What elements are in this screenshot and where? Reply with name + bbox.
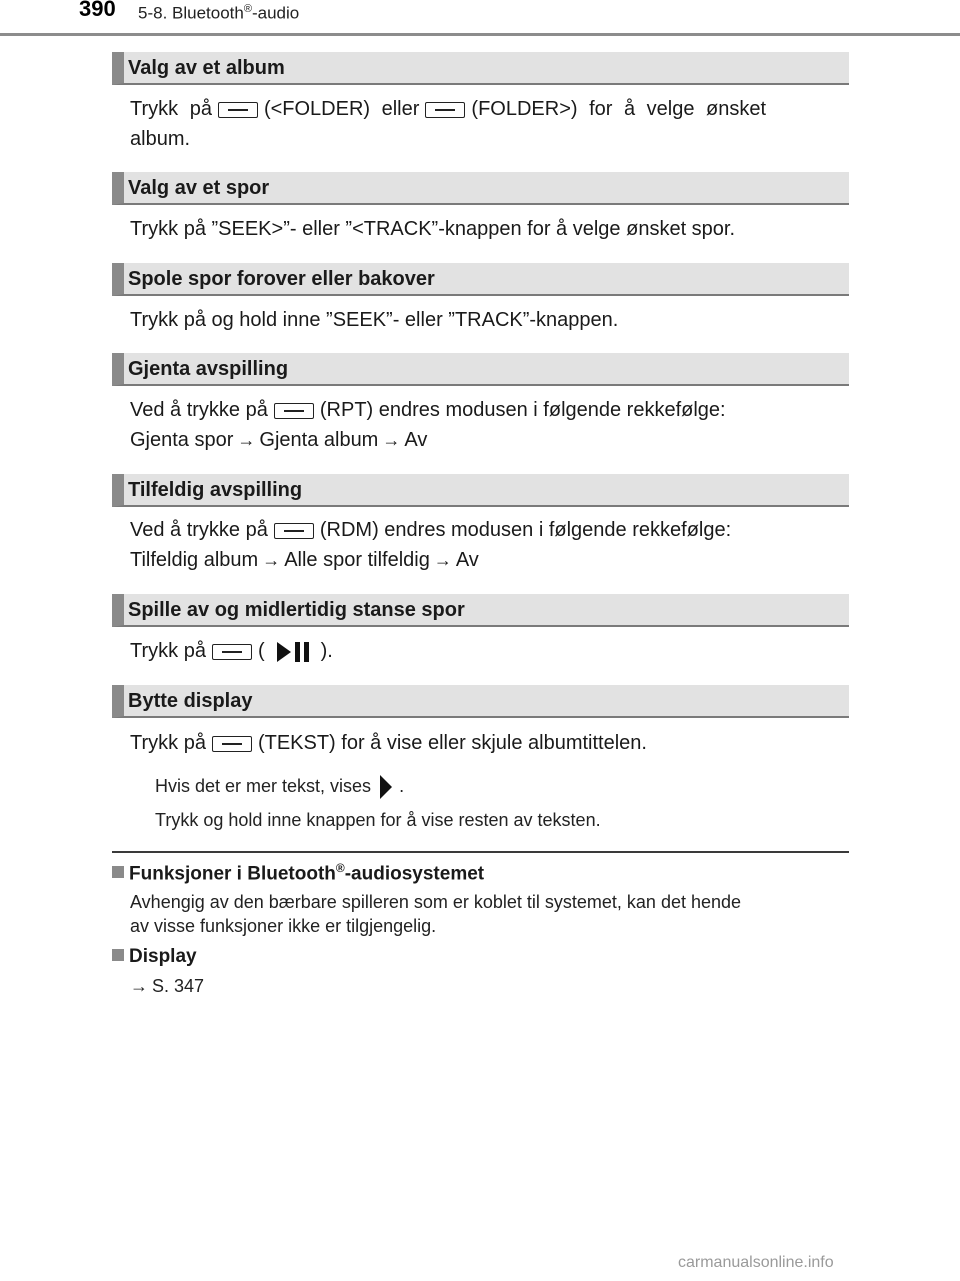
content-divider — [112, 851, 849, 853]
display-note-more: Hvis det er mer tekst, vises . — [155, 774, 404, 800]
section-text-play-pause: Trykk på ( ). — [130, 640, 333, 662]
section-heading-seek: Spole spor forover eller bakover — [112, 263, 849, 296]
page-header — [0, 0, 960, 37]
section-heading-repeat: Gjenta avspilling — [112, 353, 849, 386]
folder-down-button-icon — [218, 102, 258, 118]
arrow-right-icon: → — [262, 550, 281, 570]
page-number: 390 — [79, 0, 116, 21]
display-note-hold: Trykk og hold inne knappen for å vise resten av teksten. — [155, 810, 601, 830]
arrow-right-icon: → — [130, 976, 148, 996]
arrow-right-icon: → — [237, 430, 256, 450]
watermark: carmanualsonline.info — [678, 1254, 834, 1271]
section-text-repeat: Ved å trykke på (RPT) endres modusen i følgende rekkefølge: Gjenta spor → Gjenta album → Av — [130, 395, 850, 455]
arrow-right-icon: → — [382, 430, 401, 450]
info-heading-display: Display — [112, 946, 197, 968]
info-heading-functions: Funksjoner i Bluetooth®-audiosystemet — [112, 861, 484, 885]
folder-up-button-icon — [425, 102, 465, 118]
info-text-functions: Avhengig av den bærbare spilleren som er koblet til systemet, kan det hende av visse funksjoner ikke er tilgjengelig. — [130, 892, 742, 936]
text-button-icon — [212, 736, 252, 752]
rpt-button-icon — [274, 403, 314, 419]
info-ref-display: → S. 347 — [130, 976, 205, 996]
play-pause-button-icon — [212, 644, 252, 660]
header-rule — [0, 33, 960, 36]
section-text-display: Trykk på (TEKST) for å vise eller skjule albumtittelen. — [130, 732, 647, 754]
section-heading-album: Valg av et album — [112, 52, 849, 85]
section-heading-track: Valg av et spor — [112, 172, 849, 205]
section-heading-display: Bytte display — [112, 685, 849, 718]
section-text-track: Trykk på ”SEEK>”- eller ”<TRACK”-knappen for å velge ønsket spor. — [130, 218, 736, 240]
chapter-title: 5-8. Bluetooth®-audio — [138, 3, 300, 23]
play-pause-icon — [273, 640, 313, 664]
section-heading-random: Tilfeldig avspilling — [112, 474, 849, 507]
section-text-seek: Trykk på og hold inne ”SEEK”- eller ”TRACK”-knappen. — [130, 309, 619, 331]
arrow-right-icon: → — [433, 550, 452, 570]
section-text-random: Ved å trykke på (RDM) endres modusen i følgende rekkefølge: Tilfeldig album → Alle spor tilfeldig → Av — [130, 515, 850, 575]
square-bullet-icon — [112, 949, 124, 961]
section-text-album: Trykk på (<FOLDER) eller (FOLDER>) for å velge ønsket album. — [130, 98, 767, 150]
square-bullet-icon — [112, 866, 124, 878]
more-text-icon — [377, 774, 393, 800]
rdm-button-icon — [274, 523, 314, 539]
section-heading-play-pause: Spille av og midlertidig stanse spor — [112, 594, 849, 627]
